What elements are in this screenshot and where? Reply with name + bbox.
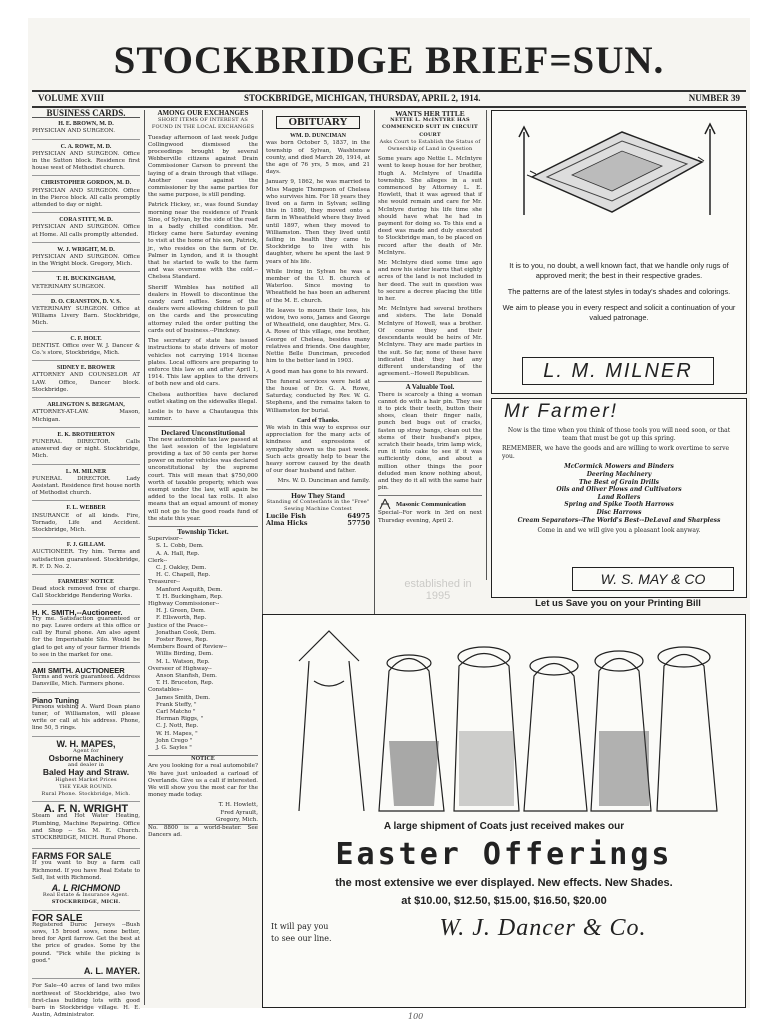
- exchange-paragraph: Patrick Hickey, sr., was found Sunday morning near the residence of Frank Sine, of Sylvan, by the side of the road in a badly chilled condition. Mr. Hickey came here Saturday evening to visit at the home of his son, Patrick, jr., who resides on the farm of Dr. Palmer in Lyndon, and it is thought that he started to walk to the farm and was overcome with the cold.--Chelsea Standard.: [148, 202, 258, 281]
- may-ad-name: W. S. MAY & CO: [572, 567, 734, 591]
- stand-subheading: Standing of Contestants in the "Free" Sewing Machine Contest: [266, 498, 370, 512]
- obituary-paragraph: He leaves to mourn their loss, his widow, two sons, James and George of Wheatfield, one daughter, Mrs. G. A. Rowe of this village, one brother, George of Chelsea, besides many relatives and friends. One daughter, Nettie Belle Dunciman, preceded him to the better land in 1903.: [266, 307, 370, 365]
- business-card-name: C. F. HOLT.: [70, 335, 102, 342]
- milner-paragraph: We aim to please you in every respect and solicit a continuation of your valued patronage.: [502, 303, 736, 322]
- business-card-name: D. O. CRANSTON, D. V. S.: [50, 298, 122, 305]
- township-ticket-line: Manford Asquith, Dem.: [156, 586, 223, 593]
- milner-rug-ad: [491, 110, 747, 394]
- may-ad-product: McCormick Mowers and Binders: [564, 463, 674, 471]
- may-ad-product: Spring and Spike Tooth Harrows: [564, 501, 674, 509]
- thanks-heading: Card of Thanks.: [296, 417, 340, 424]
- township-ticket-line: Justice of the Peace--: [148, 622, 208, 629]
- dancer-side-line: to see our line.: [271, 934, 332, 943]
- business-card: [32, 217, 140, 243]
- township-ticket-line: Constables--: [148, 687, 184, 694]
- business-card: [32, 542, 140, 575]
- notice-text: Are you looking for a real automobile? We have just unloaded a carload of Overlands. Give us a call if interested. We will show you the most car for the money made today.: [148, 763, 258, 799]
- rug-illustration: [512, 117, 722, 227]
- exchange-paragraph: Chelsea authorities have declared outlet skating on the sidewalks illegal.: [148, 391, 258, 405]
- township-ticket-line: Foster Rowe, Rep.: [156, 637, 208, 644]
- township-ticket-line: Treasurer--: [148, 579, 180, 586]
- business-card-name: F. J. GILLAM.: [66, 542, 106, 549]
- may-ad-title: Mr Farmer!: [504, 401, 618, 422]
- masonic-compass-icon: [378, 498, 392, 510]
- notice-signature: T. H. Howlett,: [218, 802, 258, 809]
- township-ticket-line: S. L. Cobb, Dem.: [156, 543, 204, 550]
- exchanges-paragraphs: [148, 135, 258, 424]
- notice-bottom: No. 8800 is a world-beater. See Dancers ad.: [148, 825, 258, 839]
- standing-name: Alma Hicks: [266, 519, 308, 528]
- township-ticket-line: J. G. Sayles ": [156, 745, 192, 752]
- obituary-paragraph: While living in Sylvan he was a member of the U. B. church of Waterloo. Since moving to Wheatfield he has been an adherent of the M. E. church.: [266, 268, 370, 304]
- may-ad-product-list: [502, 463, 736, 524]
- township-ticket-line: A. A. Hall, Rep.: [156, 550, 200, 557]
- exchange-paragraph: Sheriff Wimbles has notified all dealers in Howell to discontinue the candy card raffles. Some of the dealers were allowing children to pull on the cards and the prosecuting attorney ruled the order putting the cards out of business.--Pinckney.: [148, 284, 258, 334]
- column-rule: [374, 110, 375, 630]
- newspaper-page: [28, 18, 750, 1021]
- business-card-text: AUCTIONEER. Try him. Terms and satisfaction guaranteed. Stockbridge, R. F. D. No. 2.: [32, 549, 140, 570]
- township-ticket-line: Members Board of Review--: [148, 644, 227, 651]
- business-card-text: VETERINARY SURGEON.: [32, 283, 106, 290]
- notice-signature: Gregory, Mich.: [215, 816, 258, 823]
- business-card: [32, 121, 140, 139]
- business-card-name: SIDNEY E. BROWER: [56, 365, 116, 372]
- dancer-name: W. J. Dancer & Co.: [439, 915, 647, 941]
- business-card: [32, 276, 140, 294]
- auction-ad-name: AMI SMITH. AUCTIONEER: [32, 665, 125, 675]
- obituary-paragraph: January 9, 1862, he was married to Miss Maggie Thompson of Chelsea who survives him. For 18 years they lived on a farm in Sylvan; selling this in 1880, they moved onto a farm in Wheatfield where they lived until 1897, when they moved to Williamston. Then they lived until failing in health they came to Stockbridge to live with his daughter, where he spent the last 9 years of his life.: [266, 179, 370, 265]
- obituary-paragraphs: [266, 140, 370, 414]
- business-card-name: CORA STITT, M. D.: [59, 217, 113, 224]
- standing-name: Lucile Fish: [266, 512, 307, 521]
- business-card-text: PHYSICIAN AND SURGEON. Office in the Sutton block. Residence first house west of Methodist church.: [32, 150, 140, 172]
- dancer-prices: at $10.00, $12.50, $15.00, $16.50, $20.00: [401, 895, 607, 907]
- exchange-paragraph: Tuesday afternoon of last week Judge Collingwood dismissed the proceedings brought by several Webberville citizens against Drain Commissioner Carson to prevent the laying of a drain through that village. Another case against the commissioner by the same parties for the same purpose, is still pending.: [148, 134, 258, 199]
- mapes-name: W. H. MAPES,: [56, 738, 116, 749]
- declared-text: The new automobile tax law passed at the last session of the legislature providing a tax of 50 cents per horse power on motor vehicles was declared unconstitutional by the supreme court. This will mean that $750,000 worth of taxable property, which was exempt under the law, will again be added to the local tax rolls. It also means that an equal amount of money will not go to the good roads fund of the state this year.: [148, 436, 258, 522]
- township-ticket-line: Highway Commissioner--: [148, 601, 220, 607]
- business-card-text: INSURANCE of all kinds. Fire, Tornado, Life and Accident. Stockbridge, Mich.: [32, 512, 140, 533]
- business-card-list: [32, 121, 140, 604]
- township-ticket-line: T. H. Buckingham, Rep.: [156, 593, 223, 600]
- business-card: [32, 247, 140, 273]
- township-ticket-line: Overseer of Highway--: [148, 665, 212, 672]
- obituary-column: [266, 110, 370, 630]
- dancer-title: Easter Offerings: [335, 837, 673, 872]
- auction-ad-text: Terms and work guaranteed. Address Dansville, Mich. Farmers phone.: [32, 674, 140, 688]
- dancer-line: the most extensive we ever displayed. New effects. New Shades.: [335, 877, 673, 889]
- business-card: [32, 432, 140, 465]
- footer-mark: 100: [408, 1012, 424, 1021]
- mayer-name: A. L. MAYER.: [83, 966, 140, 977]
- township-ticket-line: Willis Birding, Dem.: [156, 651, 214, 658]
- may-ad-product: Land Rollers: [597, 493, 641, 501]
- business-card: [32, 336, 140, 362]
- business-card-name: ARLINGTON S. BERGMAN,: [47, 402, 125, 409]
- forsale-text: Registered Duroc Jerseys --Bush sows, 15 brood sows, none better, bred for April farrow. Get the best at the price of grades. Some by the pound. "Pick while the picking is good.": [32, 921, 140, 964]
- dateline-bar: [32, 90, 746, 108]
- wants-title-heading: WANTS HER TITLE: [395, 109, 465, 118]
- contest-standings: [266, 513, 370, 527]
- milner-body: [502, 261, 736, 323]
- business-card-text: PHYSICIAN AND SURGEON. Office in the Wright block. Gregory, Mich.: [32, 254, 140, 268]
- auction-ad-list: [32, 609, 140, 737]
- business-cards-heading: BUSINESS CARDS.: [32, 110, 140, 118]
- exchanges-column: [148, 110, 258, 1010]
- milner-paragraph: It is to you, no doubt, a well known fact, that we handle only rugs of approved merit; the best in their respective grades.: [509, 261, 729, 280]
- farms-text: If you want to buy a farm call Richmond. If you have Real Estate to Sell, list with Richmond.: [32, 860, 140, 881]
- township-ticket-line: Herman Riggs, ": [156, 716, 204, 723]
- column-rule: [262, 110, 263, 630]
- mapes-line: Baled Hay and Straw.: [42, 767, 130, 778]
- wants-title-paragraph: Mr. McIntyre had several brothers and sisters. The late Donald McIntyre of Howell, was a brother. Of course they and their descendants would be heirs of Mr. McIntyre. They are made parties in the suit. So far, none of these have indicated that they had any different understanding of the agreement.--Howell Republican.: [378, 306, 482, 378]
- dancer-side-note: [271, 921, 332, 945]
- richmond-name: A. L RICHMOND: [51, 883, 121, 894]
- may-ad-product: Disc Harrows: [596, 508, 642, 516]
- title-suit-column: [378, 110, 482, 585]
- mapes-line: Agent for: [73, 747, 99, 754]
- obituary-paragraph: was born October 5, 1837, in the township of Sylvan, Washtenaw county, and died March 26, 1914, at the age of 76 yrs, 5 mos, and 21 days.: [266, 140, 370, 176]
- township-ticket-line: Frank Steffy, ": [156, 701, 197, 708]
- exchanges-heading: AMONG OUR EXCHANGES: [157, 109, 249, 117]
- township-ticket-line: M. L. Watson, Rep.: [156, 658, 210, 665]
- issue-number: NUMBER 39: [688, 93, 740, 103]
- auction-ad-name: Piano Tuning: [32, 695, 79, 705]
- business-card-name: E. K. BROTHERTON: [57, 431, 115, 438]
- mapes-line: THE YEAR ROUND.: [59, 783, 113, 790]
- dancer-easter-ad: [262, 614, 746, 1008]
- business-card-name: F. L. WEBBER: [66, 505, 106, 512]
- auction-ad-text: Try me. Satisfaction guaranteed or no pay. Leave orders at this office or call by Rural phone. Am also agent for the Imperishable Silo. Would be glad to get any of your farmer friends to see in the market for one.: [32, 615, 140, 658]
- volume-label: VOLUME XVIII: [38, 93, 105, 103]
- standing-votes: 57750: [347, 519, 370, 528]
- forsale-heading: FOR SALE: [32, 912, 83, 924]
- business-card: [32, 505, 140, 538]
- forsale-ad: [32, 912, 140, 980]
- business-card-name: FARMERS' NOTICE: [57, 578, 115, 585]
- auction-ad-name: H. K. SMITH,--Auctioneer.: [32, 607, 123, 617]
- obituary-paragraph: The funeral services were held at the house of Dr. G. A. Rowe, Saturday, conducted by Rev. W. G. Stephens, and the remains taken to Williamston for burial.: [266, 378, 370, 414]
- business-card-text: FUNERAL DIRECTOR. Calls answered day or night. Stockbridge, Mich.: [32, 438, 140, 460]
- richmond-line: Real Estate & Insurance Agent.: [42, 892, 130, 899]
- may-ad-body: [502, 427, 736, 535]
- business-card: [32, 469, 140, 502]
- business-card: [32, 402, 140, 428]
- obituary-name: WM. D. DUNCIMAN: [290, 133, 346, 140]
- masthead-title: STOCKBRIDGE BRIEF=SUN.: [113, 39, 665, 82]
- township-ticket-line: Carl Matcho ": [156, 709, 196, 716]
- business-card-text: PHYSICIAN AND SURGEON.: [32, 128, 115, 135]
- wants-title-paragraph: Some years ago Nettie L. McIntyre went to keep house for her brother, Hugh A. McIntyre of Unadilla township. She alleges in a suit commenced by Attorney L. E. Howlett, that it was agreed that if she would remain and care for Mr. McIntyre during his life time she should have what he had in payment for doing so. To this end a deed was made and duly executed to Stockbridge man, to be placed on record after the death of Mr. McIntyre.: [378, 156, 482, 256]
- dancer-lead: A large shipment of Coats just received makes our: [383, 821, 625, 832]
- farms-heading: FARMS FOR SALE: [32, 851, 112, 862]
- wright-text: Steam and Hot Water Heating, Plumbing, Machine Repairing. Office and Shop -- So. M. E. Church. STOCKBRIDGE, MICH. Rural Phone.: [32, 813, 140, 842]
- may-ad-product: Oils and Oliver Plows and Cultivators: [556, 486, 682, 494]
- business-card-name: C. A. ROWE, M. D.: [60, 143, 112, 150]
- township-ticket-list: [148, 536, 258, 752]
- land-for-sale-text: For Sale--40 acres of land two miles northwest of Stockbridge, also two first-class building lots with good barn in Stockbridge village. H. E. Austin, Administrator.: [32, 983, 140, 1019]
- richmond-city: STOCKBRIDGE, MICH.: [51, 899, 121, 906]
- township-ticket-line: T. H. Bruceton, Rep.: [156, 680, 214, 687]
- township-ticket-line: F. Ellsworth, Rep.: [156, 615, 207, 622]
- business-card-text: FUNERAL DIRECTOR. Lady Assistant. Residence first house north of Methodist church.: [32, 475, 140, 497]
- thanks-text: We wish in this way to express our appreciation for the many acts of kindness and expressions of sympathy shown us the past week. Such acts greatly help to bear the heavy sorrow caused by the death of our dear husband and father.: [266, 424, 370, 475]
- auction-ad: [32, 667, 140, 693]
- notice-heading: NOTICE: [148, 755, 258, 763]
- exchange-paragraph: The secretary of state has issued instructions to state drivers of motor vehicles not carrying 1914 license plates. Local officers are preparing to enforce this law on and after April 1, 1914. This law applies to the drivers of both new and old cars.: [148, 338, 258, 388]
- dateline-text: STOCKBRIDGE, MICHIGAN, THURSDAY, APRIL 2, 1914.: [244, 93, 481, 103]
- business-card-text: ATTORNEY-AT-LAW. Mason, Michigan.: [32, 409, 140, 423]
- township-ticket-line: Jonathan Cook, Dem.: [156, 629, 216, 636]
- business-card-name: W. J. WRIGHT, M. D.: [57, 246, 115, 253]
- obituary-paragraph: A good man has gone to his reward.: [266, 368, 369, 375]
- may-farmer-ad: [491, 398, 747, 598]
- township-ticket-line: W. H. Mapes, ": [156, 730, 198, 737]
- business-card-text: ATTORNEY AND COUNSELOR AT LAW. Office, Dancer block. Stockbridge.: [32, 372, 140, 393]
- mapes-line: Rural Phone. Stockbridge, Mich.: [41, 791, 131, 798]
- notice-signature: Fred Ayrault,: [220, 809, 258, 816]
- business-card: [32, 579, 140, 605]
- mapes-line: Osborne Machinery: [48, 754, 124, 764]
- business-card-name: H. E. BROWN, M. D.: [58, 121, 114, 128]
- township-ticket-line: John Crego ": [156, 737, 193, 744]
- mapes-line: and dealer in: [67, 762, 105, 769]
- masonic-heading: Masonic Communication: [396, 500, 466, 508]
- wants-title-paragraphs: [378, 156, 482, 378]
- auction-ad: [32, 697, 140, 737]
- township-heading: Township Ticket.: [148, 526, 258, 536]
- masonic-block: [378, 495, 482, 510]
- tool-text: There is scarcely a thing a woman cannot do with a hair pin. They use it to pick their teeth, button their shoes, clean their finger nails, punch bed bugs out of cracks, fasten up stray bangs, clean out the stems of their husband's pipes, scratch their heads, trim lamp wick, run it into cake to see if it was sufficiently done, and about a million other things the poor deluded men know nothing about, and they do it all with the same hair pin.: [378, 391, 482, 492]
- watermark: [328, 578, 548, 602]
- declared-heading: Declared Unconstitutional: [148, 426, 258, 436]
- business-cards-column: [32, 108, 140, 1019]
- fashion-illustration: [269, 621, 739, 821]
- thanks-signature: Mrs. W. D. Dunciman and family.: [277, 478, 370, 485]
- business-card: [32, 365, 140, 398]
- obituary-title: OBITUARY: [276, 116, 360, 129]
- wants-title-paragraph: Mr. McIntyre died some time ago and now his sister learns that eighty acres of the land is not included in her deed. The suit in question was to secure a decree placing the title in her.: [378, 260, 482, 303]
- farms-ad: [32, 853, 140, 910]
- township-ticket-line: H. J. Green, Dem.: [156, 608, 206, 615]
- column-rule: [486, 110, 487, 580]
- may-ad-product: Deering Machinery: [586, 470, 652, 478]
- township-ticket-line: C. J. Nott, Rep.: [156, 723, 199, 730]
- may-ad-product: Cream Separators--The World's Best--DeLaval and Sharpless: [517, 516, 721, 524]
- business-card-text: VETERINARY SURGEON. Office at Williams Livery Barn. Stockbridge, Mich.: [32, 306, 140, 327]
- may-ad-remember: REMEMBER, we have the goods and are willing to work overtime to serve you.: [502, 445, 730, 460]
- business-card: [32, 180, 140, 213]
- business-card-text: PHYSICIAN AND SURGEON. Office at Home. All calls promptly attended.: [32, 224, 140, 238]
- wants-title-subheading: NETTIE L. McINTYRE HAS COMMENCED SUIT IN CIRCUIT COURT: [382, 117, 478, 138]
- township-ticket-line: C. J. Oakley, Dem.: [156, 564, 207, 571]
- auction-ad-text: Persons wishing A. Ward Doan piano tuner, of Williamston, will please write or call at his address. Phone, line 50, 5 rings.: [32, 703, 140, 732]
- township-ticket-line: Anson Stanfish, Dem.: [156, 673, 217, 680]
- business-card: [32, 144, 140, 177]
- wants-title-subheading-2: Asks Court to Establish the Status of Ownership of Land in Question: [379, 138, 481, 153]
- may-ad-text: Now is the time when you think of those tools you will need soon, or that team that must be got up this spring.: [507, 427, 731, 442]
- township-ticket-line: Supervisor--: [148, 536, 183, 543]
- watermark-line: 1995: [425, 590, 451, 602]
- business-card-text: DENTIST. Office over W. J. Dancer & Co.'s store, Stockbridge, Mich.: [32, 342, 140, 357]
- mapes-ad: [32, 738, 140, 803]
- tool-heading: A Valuable Tool.: [378, 381, 482, 391]
- exchanges-subheading: SHORT ITEMS OF INTEREST AS FOUND IN THE LOCAL EXCHANGES: [151, 117, 255, 131]
- wright-ad: [32, 803, 140, 849]
- column-rule: [144, 110, 145, 1005]
- business-card-text: PHYSICIAN AND SURGEON. Office in the Pierce block. All calls promptly attended to day or night.: [32, 187, 140, 209]
- business-card-name: L. M. MILNER: [65, 468, 107, 475]
- wright-name: A. F. N. WRIGHT: [43, 803, 129, 816]
- printing-bill-notice: Let us Save you on your Printing Bill: [535, 598, 701, 609]
- dancer-side-line: It will pay you: [271, 922, 329, 931]
- exchange-paragraph: Leslie is to have a Chautauqua this summer.: [148, 408, 258, 423]
- township-ticket-line: Clerk--: [148, 557, 168, 564]
- milner-name: L. M. MILNER: [522, 357, 714, 385]
- milner-paragraph: The patterns are of the latest styles in today's shades and colorings.: [507, 287, 731, 296]
- standing-votes: 64975: [347, 512, 370, 521]
- business-card-text: Dead stock removed free of charge. Call Stockbridge Rendering Works.: [32, 586, 140, 600]
- business-card-name: CHRISTOPHER GORDON, M. D.: [40, 180, 132, 187]
- mapes-line: Highest Market Prices: [55, 776, 117, 783]
- township-ticket-line: James Smith, Dem.: [156, 694, 211, 701]
- masonic-text: Special--For work in 3rd on next Thursday evening, April 2.: [378, 510, 482, 524]
- standing-row: [266, 520, 370, 527]
- may-ad-product: The Best of Grain Drills: [578, 478, 659, 486]
- auction-ad: [32, 609, 140, 663]
- business-card-name: T. H. BUCKINGHAM,: [56, 276, 116, 283]
- watermark-line: established in: [404, 578, 472, 590]
- may-ad-closing: Come in and we will give you a pleasant look anyway.: [537, 527, 701, 535]
- business-card: [32, 299, 140, 332]
- stand-heading: How They Stand: [266, 489, 370, 499]
- township-ticket-line: H. C. Chapell, Rep.: [156, 572, 211, 579]
